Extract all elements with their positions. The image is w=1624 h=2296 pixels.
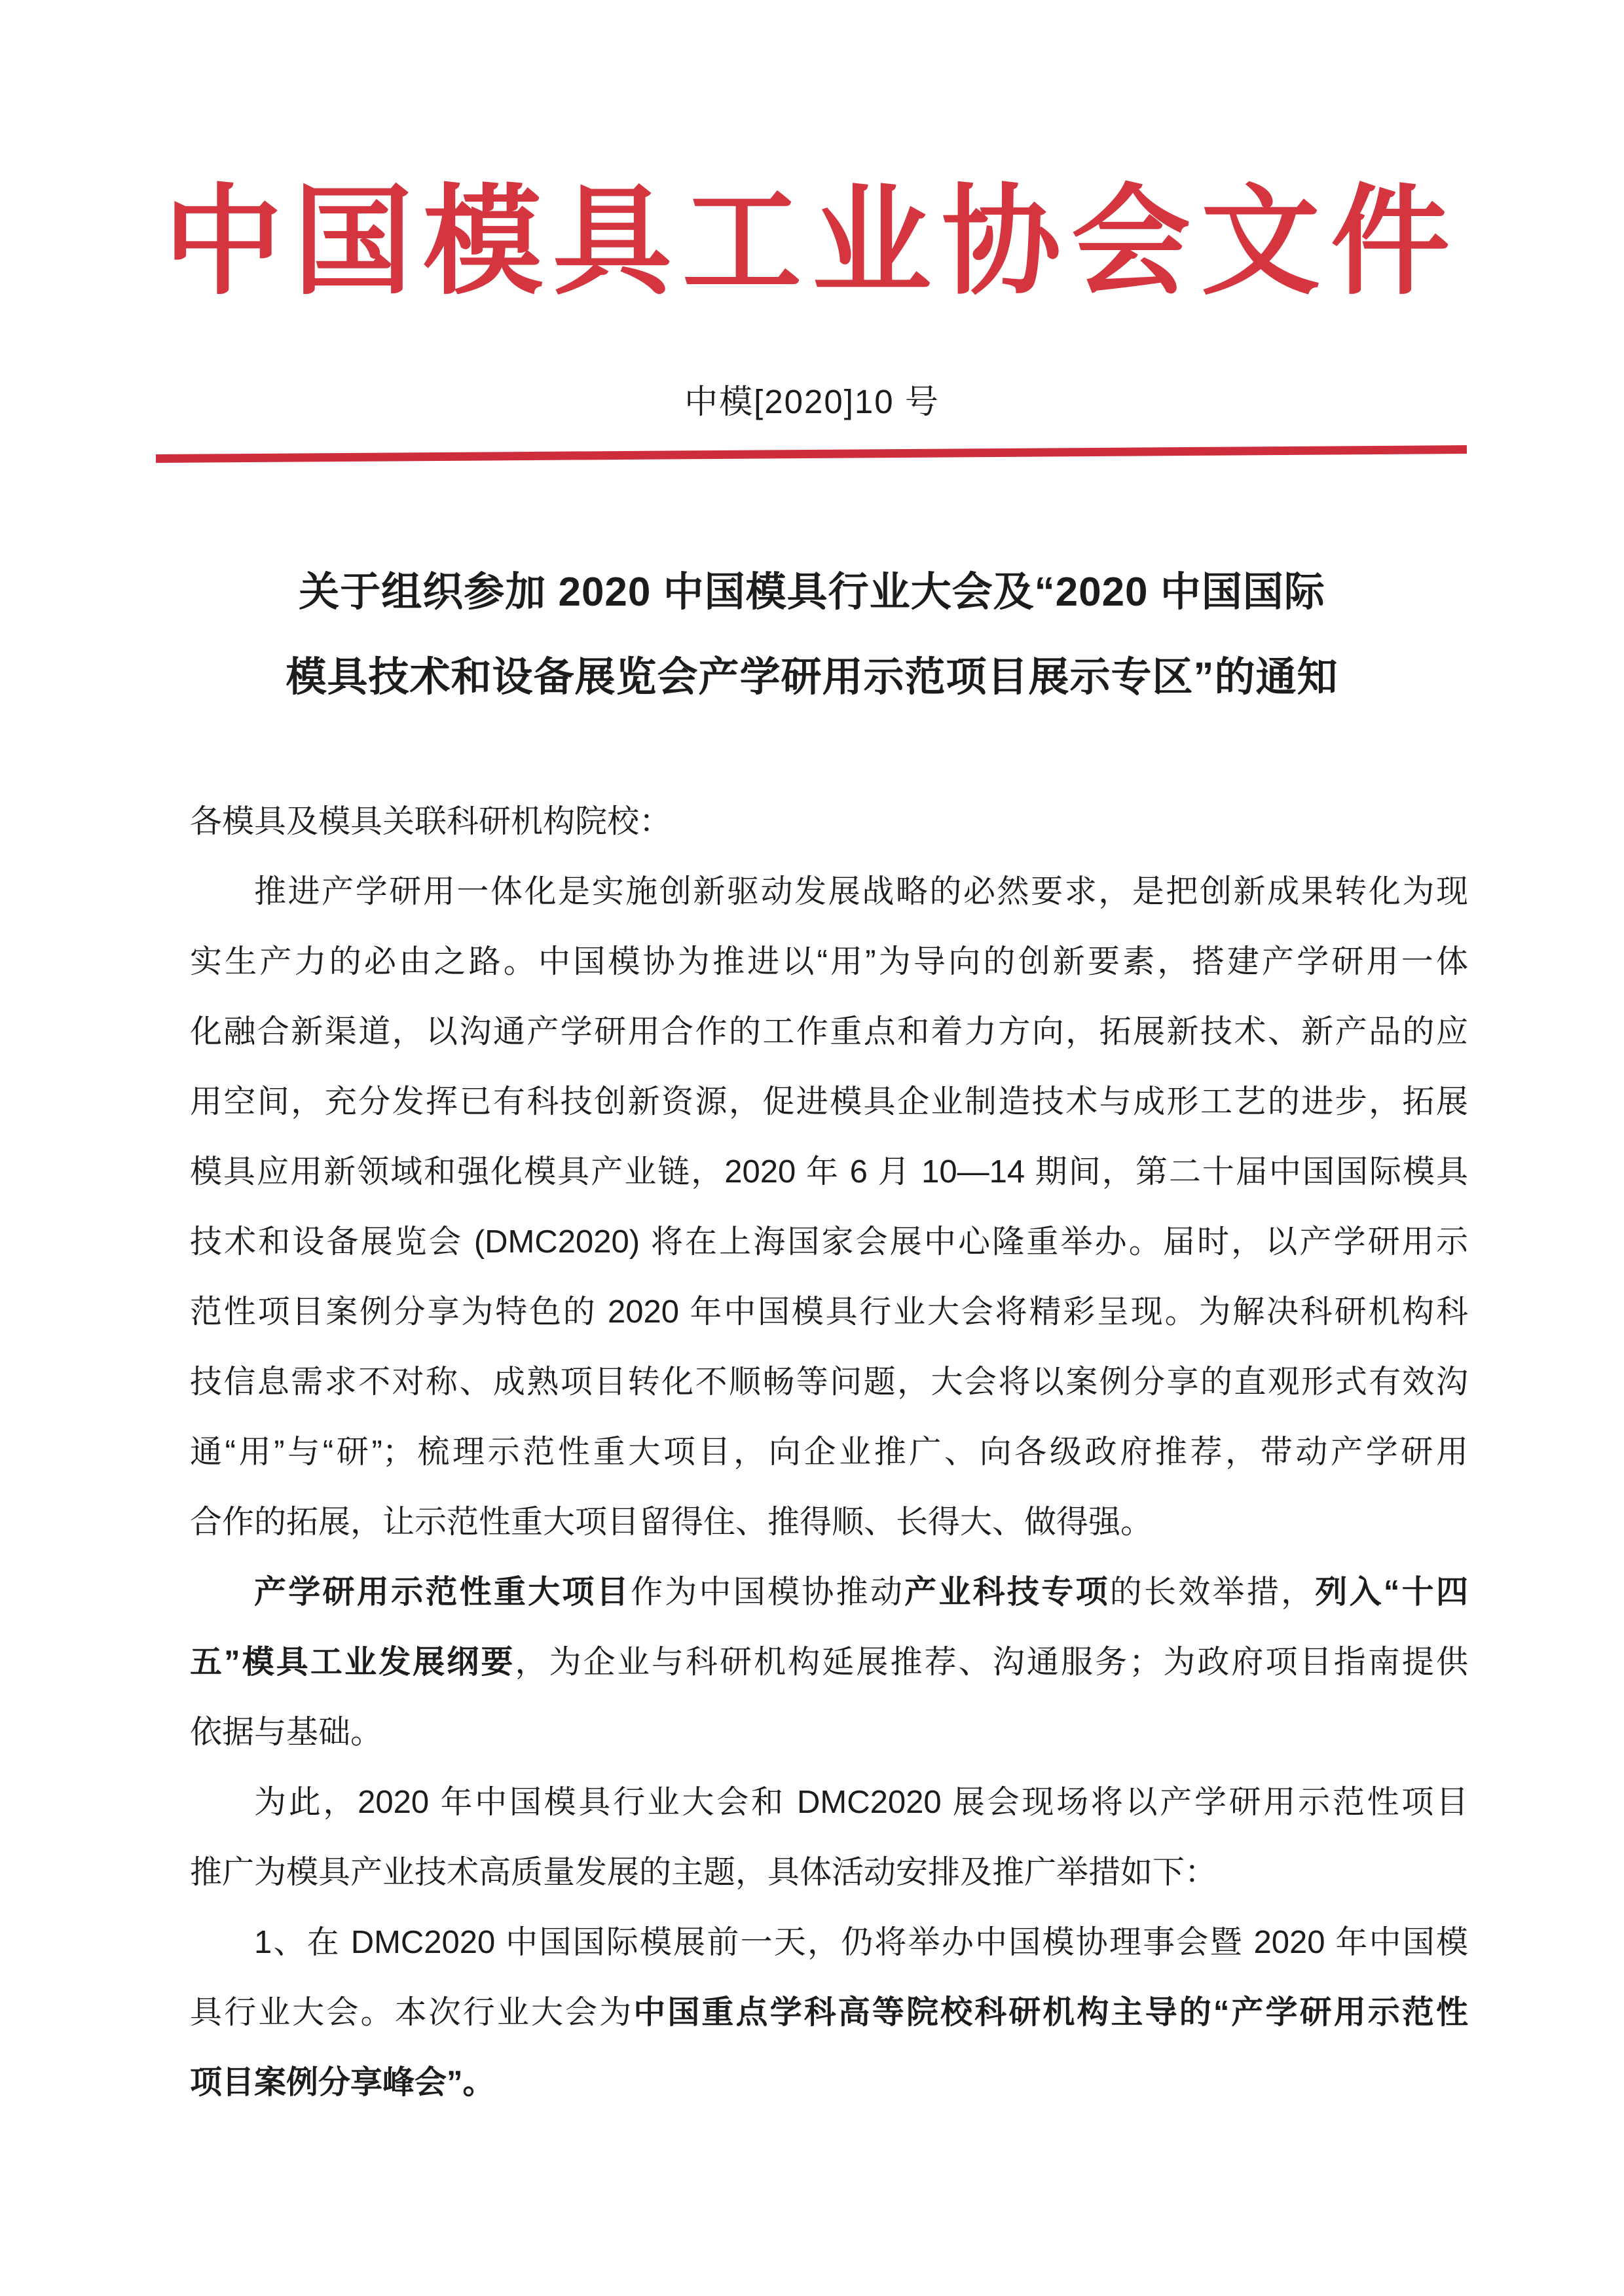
body-text: 合作的拓展，让示范性重大项目留得住、推得顺、长得大、做得强。 — [190, 1504, 1153, 1540]
doc-title — [13, 550, 1611, 720]
body-text: 作为中国模协推动 — [630, 1575, 905, 1610]
body-text: 通“用”与“研”；梳理示范性重大项目，向企业推广、向各级政府推荐，带动产学研用 — [190, 1434, 1468, 1470]
body-text-bold: 列入“十四 — [1315, 1575, 1468, 1610]
body-line — [190, 1558, 1468, 1628]
body-line — [190, 1698, 1468, 1768]
body-line — [190, 787, 1468, 857]
body-line — [190, 927, 1468, 997]
body-text: 技信息需求不对称、成熟项目转化不顺畅等问题，大会将以案例分享的直观形式有效沟 — [190, 1364, 1468, 1400]
body-text: 用空间，充分发挥已有科技创新资源，促进模具企业制造技术与成形工艺的进步，拓展 — [190, 1084, 1468, 1120]
body-line — [190, 1628, 1468, 1698]
doc-title-line1: 关于组织参加 2020 中国模具行业大会及“2020 中国国际 — [299, 570, 1325, 615]
body-line — [190, 1768, 1468, 1838]
body-text: ，为企业与科研机构延展推荐、沟通服务；为政府项目指南提供 — [515, 1645, 1468, 1680]
body-text: 推广为模具产业技术高质量发展的主题，具体活动安排及推广举措如下： — [190, 1855, 1217, 1890]
body-line — [190, 1277, 1468, 1347]
body-text: 的长效举措， — [1109, 1575, 1316, 1610]
body-text: 各模具及模具关联科研机构院校： — [190, 804, 672, 839]
body-text-bold: 项目案例分享峰会”。 — [190, 2065, 495, 2100]
red-divider-line — [156, 445, 1467, 463]
body-text: 模具应用新领域和强化模具产业链，2020 年 6 月 10—14 期间，第二十届中国国际模具 — [190, 1154, 1468, 1190]
body-text: 范性项目案例分享为特色的 2020 年中国模具行业大会将精彩呈现。为解决科研机构科 — [190, 1294, 1468, 1330]
body-line — [190, 997, 1468, 1067]
body-text-bold: 五”模具工业发展纲要 — [190, 1645, 515, 1680]
document-sheet — [13, 0, 1611, 2296]
body-text-bold: 产业科技专项 — [904, 1575, 1110, 1610]
doc-title-line2: 模具技术和设备展览会产学研用示范项目展示专区”的通知 — [286, 655, 1338, 700]
body-text: 1、在 DMC2020 中国国际模展前一天，仍将举办中国模协理事会暨 2020 年中国模 — [254, 1925, 1468, 1960]
body-line — [190, 1487, 1468, 1558]
body-text: 具行业大会。本次行业大会为 — [190, 1995, 634, 2030]
body-text: 为此，2020 年中国模具行业大会和 DMC2020 展会现场将以产学研用示范性项目 — [254, 1785, 1468, 1820]
body-text: 推进产学研用一体化是实施创新驱动发展战略的必然要求，是把创新成果转化为现 — [254, 874, 1468, 909]
body-line — [190, 2048, 1468, 2118]
body-line — [190, 1347, 1468, 1417]
body-text: 技术和设备展览会 (DMC2020) 将在上海国家会展中心隆重举办。届时，以产学研用示 — [190, 1224, 1468, 1260]
body-line — [190, 1137, 1468, 1207]
body-line — [190, 1978, 1468, 2048]
body-text: 化融合新渠道，以沟通产学研用合作的工作重点和着力方向，拓展新技术、新产品的应 — [190, 1014, 1468, 1049]
body-line — [190, 1838, 1468, 1908]
body-text: 依据与基础。 — [190, 1715, 383, 1750]
body-text-bold: 产学研用示范性重大项目 — [254, 1575, 631, 1610]
body-line — [190, 857, 1468, 927]
body-line — [190, 1417, 1468, 1487]
doc-number: 中模[2020]10 号 — [684, 383, 940, 420]
body-text: 实生产力的必由之路。中国模协为推进以“用”为导向的创新要素，搭建产学研用一体 — [190, 944, 1468, 979]
body-text-bold: 中国重点学科高等院校科研机构主导的“产学研用示范性 — [633, 1995, 1468, 2030]
body-line — [190, 1067, 1468, 1137]
org-header-title: 中国模具工业协会文件 — [164, 171, 1460, 311]
body-line — [190, 1207, 1468, 1277]
body-line — [190, 1908, 1468, 1978]
document-body — [190, 787, 1468, 2118]
